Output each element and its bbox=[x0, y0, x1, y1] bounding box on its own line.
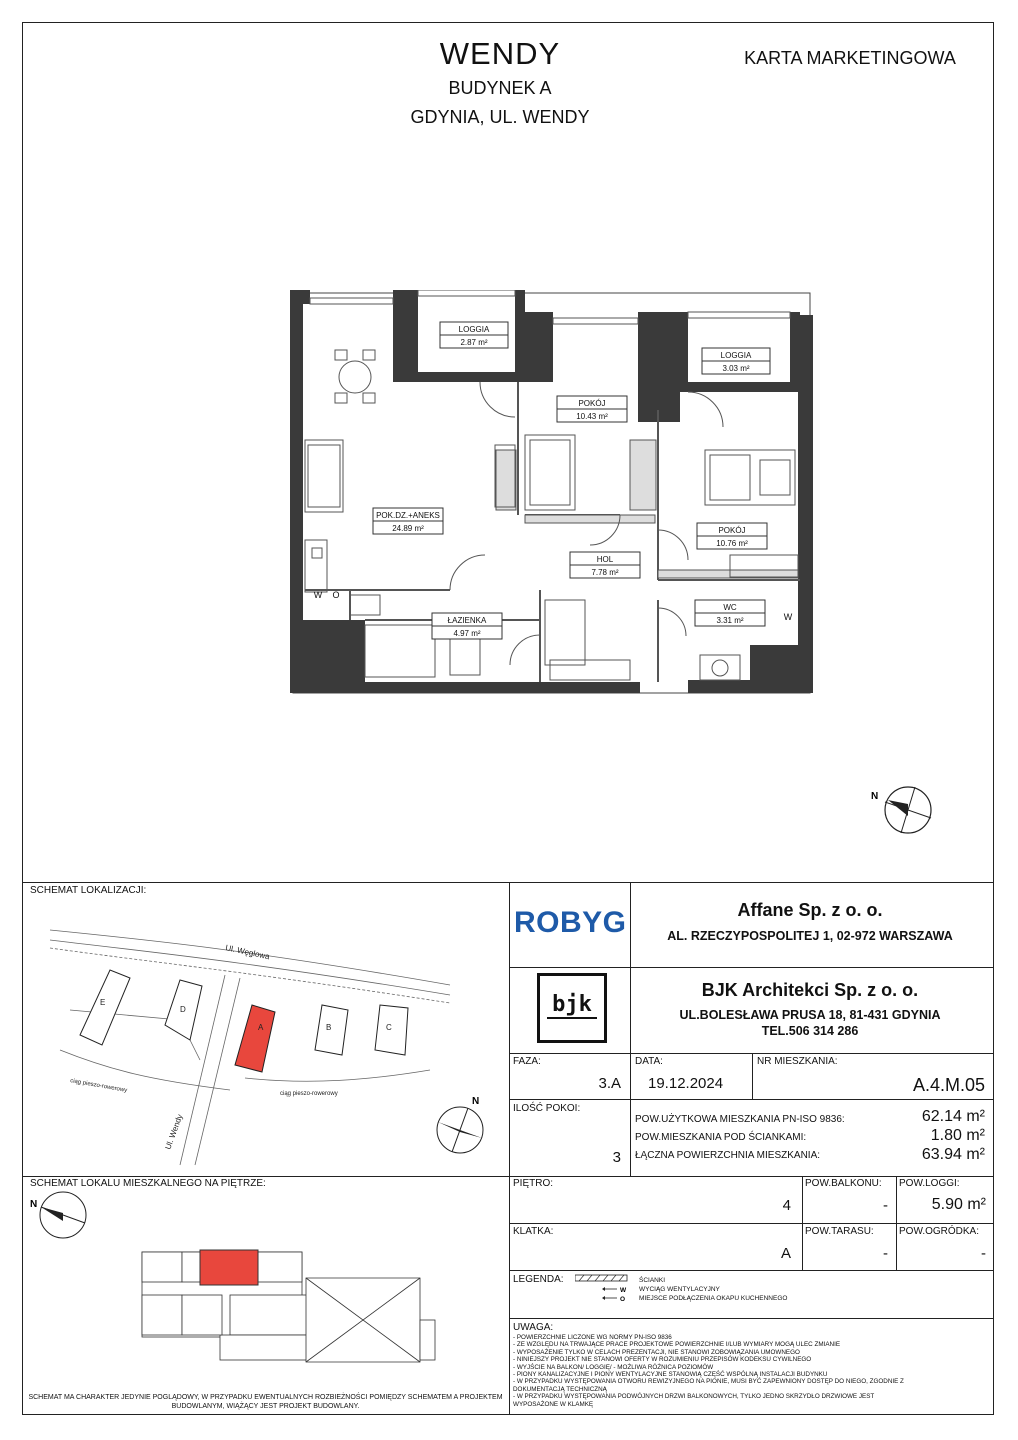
room-name: POKÓJ bbox=[578, 399, 606, 408]
floor-value: 4 bbox=[782, 1197, 791, 1214]
faza-value: 3.A bbox=[598, 1075, 621, 1092]
usable-area-label: POW.UŻYTKOWA MIESZKANIA PN-ISO 9836: bbox=[635, 1114, 845, 1125]
project-location: GDYNIA, UL. WENDY bbox=[410, 107, 590, 127]
developer-logo: ROBYG bbox=[514, 906, 627, 939]
compass-icon bbox=[868, 782, 938, 842]
loggia-value: 5.90 m² bbox=[931, 1196, 986, 1213]
date-label: DATA: bbox=[635, 1056, 663, 1067]
note-line: - WYPOSAŻENIE TYLKO W CELACH PREZENTACJI, NIE STANOWI ZOBOWIĄZANIA UMOWNEGO bbox=[513, 1348, 800, 1356]
garden-value: - bbox=[981, 1245, 986, 1262]
location-map bbox=[30, 900, 505, 1170]
architect-name: BJK Architekci Sp. z o. o. bbox=[701, 980, 919, 1000]
building-label: E bbox=[100, 998, 106, 1007]
note-line: - PIONY KANALIZACYJNE I PIONY WENTYLACYJNE STANOWIĄ CZĘŚĆ WSPÓLNĄ INSTALACJI BUDYNKU bbox=[513, 1371, 828, 1379]
room-area: 24.89 m² bbox=[392, 524, 424, 533]
floor-plan bbox=[290, 290, 815, 695]
building-name: BUDYNEK A bbox=[448, 78, 552, 98]
note-line: - W PRZYPADKU WYSTĘPOWANIA PODWÓJNYCH DRZWI BALKONOWYCH, TYLKO JEDNO SKRZYDŁO DRZWIOWE JEST WYPOSAŻONE W KLAMKĘ bbox=[513, 1393, 875, 1408]
staircase-label: KLATKA: bbox=[513, 1226, 554, 1237]
developer-name: Affane Sp. z o. o. bbox=[737, 900, 883, 920]
note-line: - WYJŚCIE NA BALKON/ LOGGIĘ/ - MOŻLIWA RÓŻNICA POZIOMÓW bbox=[513, 1363, 714, 1371]
date-value: 19.12.2024 bbox=[648, 1075, 724, 1092]
room-name: ŁAZIENKA bbox=[447, 616, 487, 625]
building-label: B bbox=[326, 1023, 332, 1032]
legend-item: ŚCIANKI bbox=[639, 1277, 666, 1284]
room-area: 10.43 m² bbox=[576, 412, 608, 421]
room-area: 3.31 m² bbox=[716, 616, 744, 625]
floor-label: PIĘTRO: bbox=[513, 1178, 554, 1189]
north-label: N bbox=[472, 1096, 480, 1107]
notes-label: UWAGA: bbox=[513, 1322, 554, 1333]
north-label: N bbox=[871, 791, 879, 802]
room-area: 2.87 m² bbox=[460, 338, 488, 347]
legend-w: W bbox=[620, 1287, 627, 1294]
architect-phone: TEL.506 314 286 bbox=[761, 1024, 859, 1038]
room-area: 3.03 m² bbox=[722, 364, 750, 373]
legend-items bbox=[639, 1276, 787, 1303]
location-schema-heading: SCHEMAT LOKALIZACJI: bbox=[30, 885, 147, 896]
building-label: C bbox=[386, 1023, 392, 1032]
staircase-value: A bbox=[780, 1245, 791, 1262]
floor-schema-heading: SCHEMAT LOKALU MIESZKALNEGO NA PIĘTRZE: bbox=[30, 1178, 266, 1189]
developer-address: AL. RZECZYPOSPOLITEJ 1, 02-972 WARSZAWA bbox=[667, 929, 953, 943]
under-walls-area: 1.80 m² bbox=[930, 1127, 985, 1144]
architect-logo: bjk bbox=[547, 992, 597, 1019]
path-label: ciąg pieszo-rowerowy bbox=[280, 1091, 338, 1097]
ventilation-mark: W bbox=[783, 612, 793, 622]
path-label: ciąg pieszo-rowerowy bbox=[69, 1078, 128, 1094]
loggia-label: POW.LOGGI: bbox=[899, 1178, 960, 1189]
ventilation-mark: W bbox=[313, 590, 323, 600]
legend-item: MIEJSCE PODŁĄCZENIA OKAPU KUCHENNEGO bbox=[639, 1295, 788, 1302]
floor-schema-note: SCHEMAT MA CHARAKTER JEDYNIE POGLĄDOWY, W PRZYPADKU EWENTUALNYCH ROZBIEŻNOŚCI POMIĘDZY SCHEMATEM A PROJEKTEM BUDOWLANYM, WIĄŻĄCY JEST PROJEKT BUDOWLANY. bbox=[28, 1394, 503, 1410]
apartment-number-label: NR MIESZKANIA: bbox=[757, 1056, 838, 1067]
street-label: Ul. Węglowa bbox=[224, 943, 271, 962]
apartment-number: A.4.M.05 bbox=[912, 1075, 985, 1095]
room-name: LOGGIA bbox=[458, 325, 490, 334]
room-area: 4.97 m² bbox=[453, 629, 481, 638]
total-area-label: ŁĄCZNA POWIERZCHNIA MIESZKANIA: bbox=[635, 1150, 821, 1161]
legend-o: O bbox=[620, 1296, 626, 1303]
garden-label: POW.OGRÓDKA: bbox=[899, 1226, 980, 1237]
under-walls-area-label: POW.MIESZKANIA POD ŚCIANKAMI: bbox=[635, 1132, 807, 1143]
note-line: - POWIERZCHNIE LICZONE WG NORMY PN-ISO 9836 bbox=[513, 1334, 672, 1341]
legend-label: LEGENDA: bbox=[513, 1274, 564, 1285]
legend-item: WYCIĄG WENTYLACYJNY bbox=[639, 1286, 720, 1293]
architect-address: UL.BOLESŁAWA PRUSA 18, 81-431 GDYNIA bbox=[679, 1008, 941, 1022]
room-name: LOGGIA bbox=[720, 351, 752, 360]
north-label: N bbox=[30, 1199, 38, 1210]
street-label: Ul. Wendy bbox=[163, 1113, 185, 1151]
card-type: KARTA MARKETINGOWA bbox=[744, 48, 956, 68]
balcony-value: - bbox=[883, 1197, 888, 1214]
project-title: WENDY bbox=[439, 36, 561, 71]
rooms-count-label: ILOŚĆ POKOI: bbox=[513, 1103, 581, 1114]
hood-mark: O bbox=[332, 590, 340, 600]
room-name: POK.DZ.+ANEKS bbox=[376, 511, 440, 520]
usable-area: 62.14 m² bbox=[921, 1108, 985, 1125]
note-line: - W PRZYPADKU WYSTĘPOWANIA OTWORU REWIZYJNEGO NA PIONIE, MUSI BYĆ ZAPEWNIONY DOSTĘP DO NIEGO, ZGODNIE Z DOKUMENTACJĄ TECHNICZNĄ bbox=[513, 1378, 904, 1393]
notes-list bbox=[513, 1334, 913, 1408]
room-area: 10.76 m² bbox=[716, 539, 748, 548]
floor-schema-map bbox=[30, 1190, 505, 1388]
note-line: - NINIEJSZY PROJEKT NIE STANOWI OFERTY W ROZUMIENIU PRZEPISÓW KODEKSU CYWILNEGO bbox=[513, 1356, 812, 1364]
room-area: 7.78 m² bbox=[591, 568, 619, 577]
building-label: D bbox=[180, 1005, 186, 1014]
terrace-value: - bbox=[883, 1245, 888, 1262]
balcony-label: POW.BALKONU: bbox=[805, 1178, 882, 1189]
room-name: WC bbox=[723, 603, 737, 612]
room-name: POKÓJ bbox=[718, 526, 746, 535]
room-name: HOL bbox=[596, 555, 614, 564]
terrace-label: POW.TARASU: bbox=[805, 1226, 874, 1237]
total-area: 63.94 m² bbox=[921, 1146, 985, 1163]
note-line: - ZE WZGLĘDU NA TRWAJĄCE PRACE PROJEKTOWE POWIERZCHNIE I/LUB WYMIARY MOGĄ ULEC ZMIANIE bbox=[513, 1341, 841, 1349]
legend-symbols bbox=[575, 1274, 635, 1304]
rooms-count: 3 bbox=[612, 1149, 621, 1166]
building-label: A bbox=[258, 1023, 264, 1032]
faza-label: FAZA: bbox=[513, 1056, 541, 1067]
